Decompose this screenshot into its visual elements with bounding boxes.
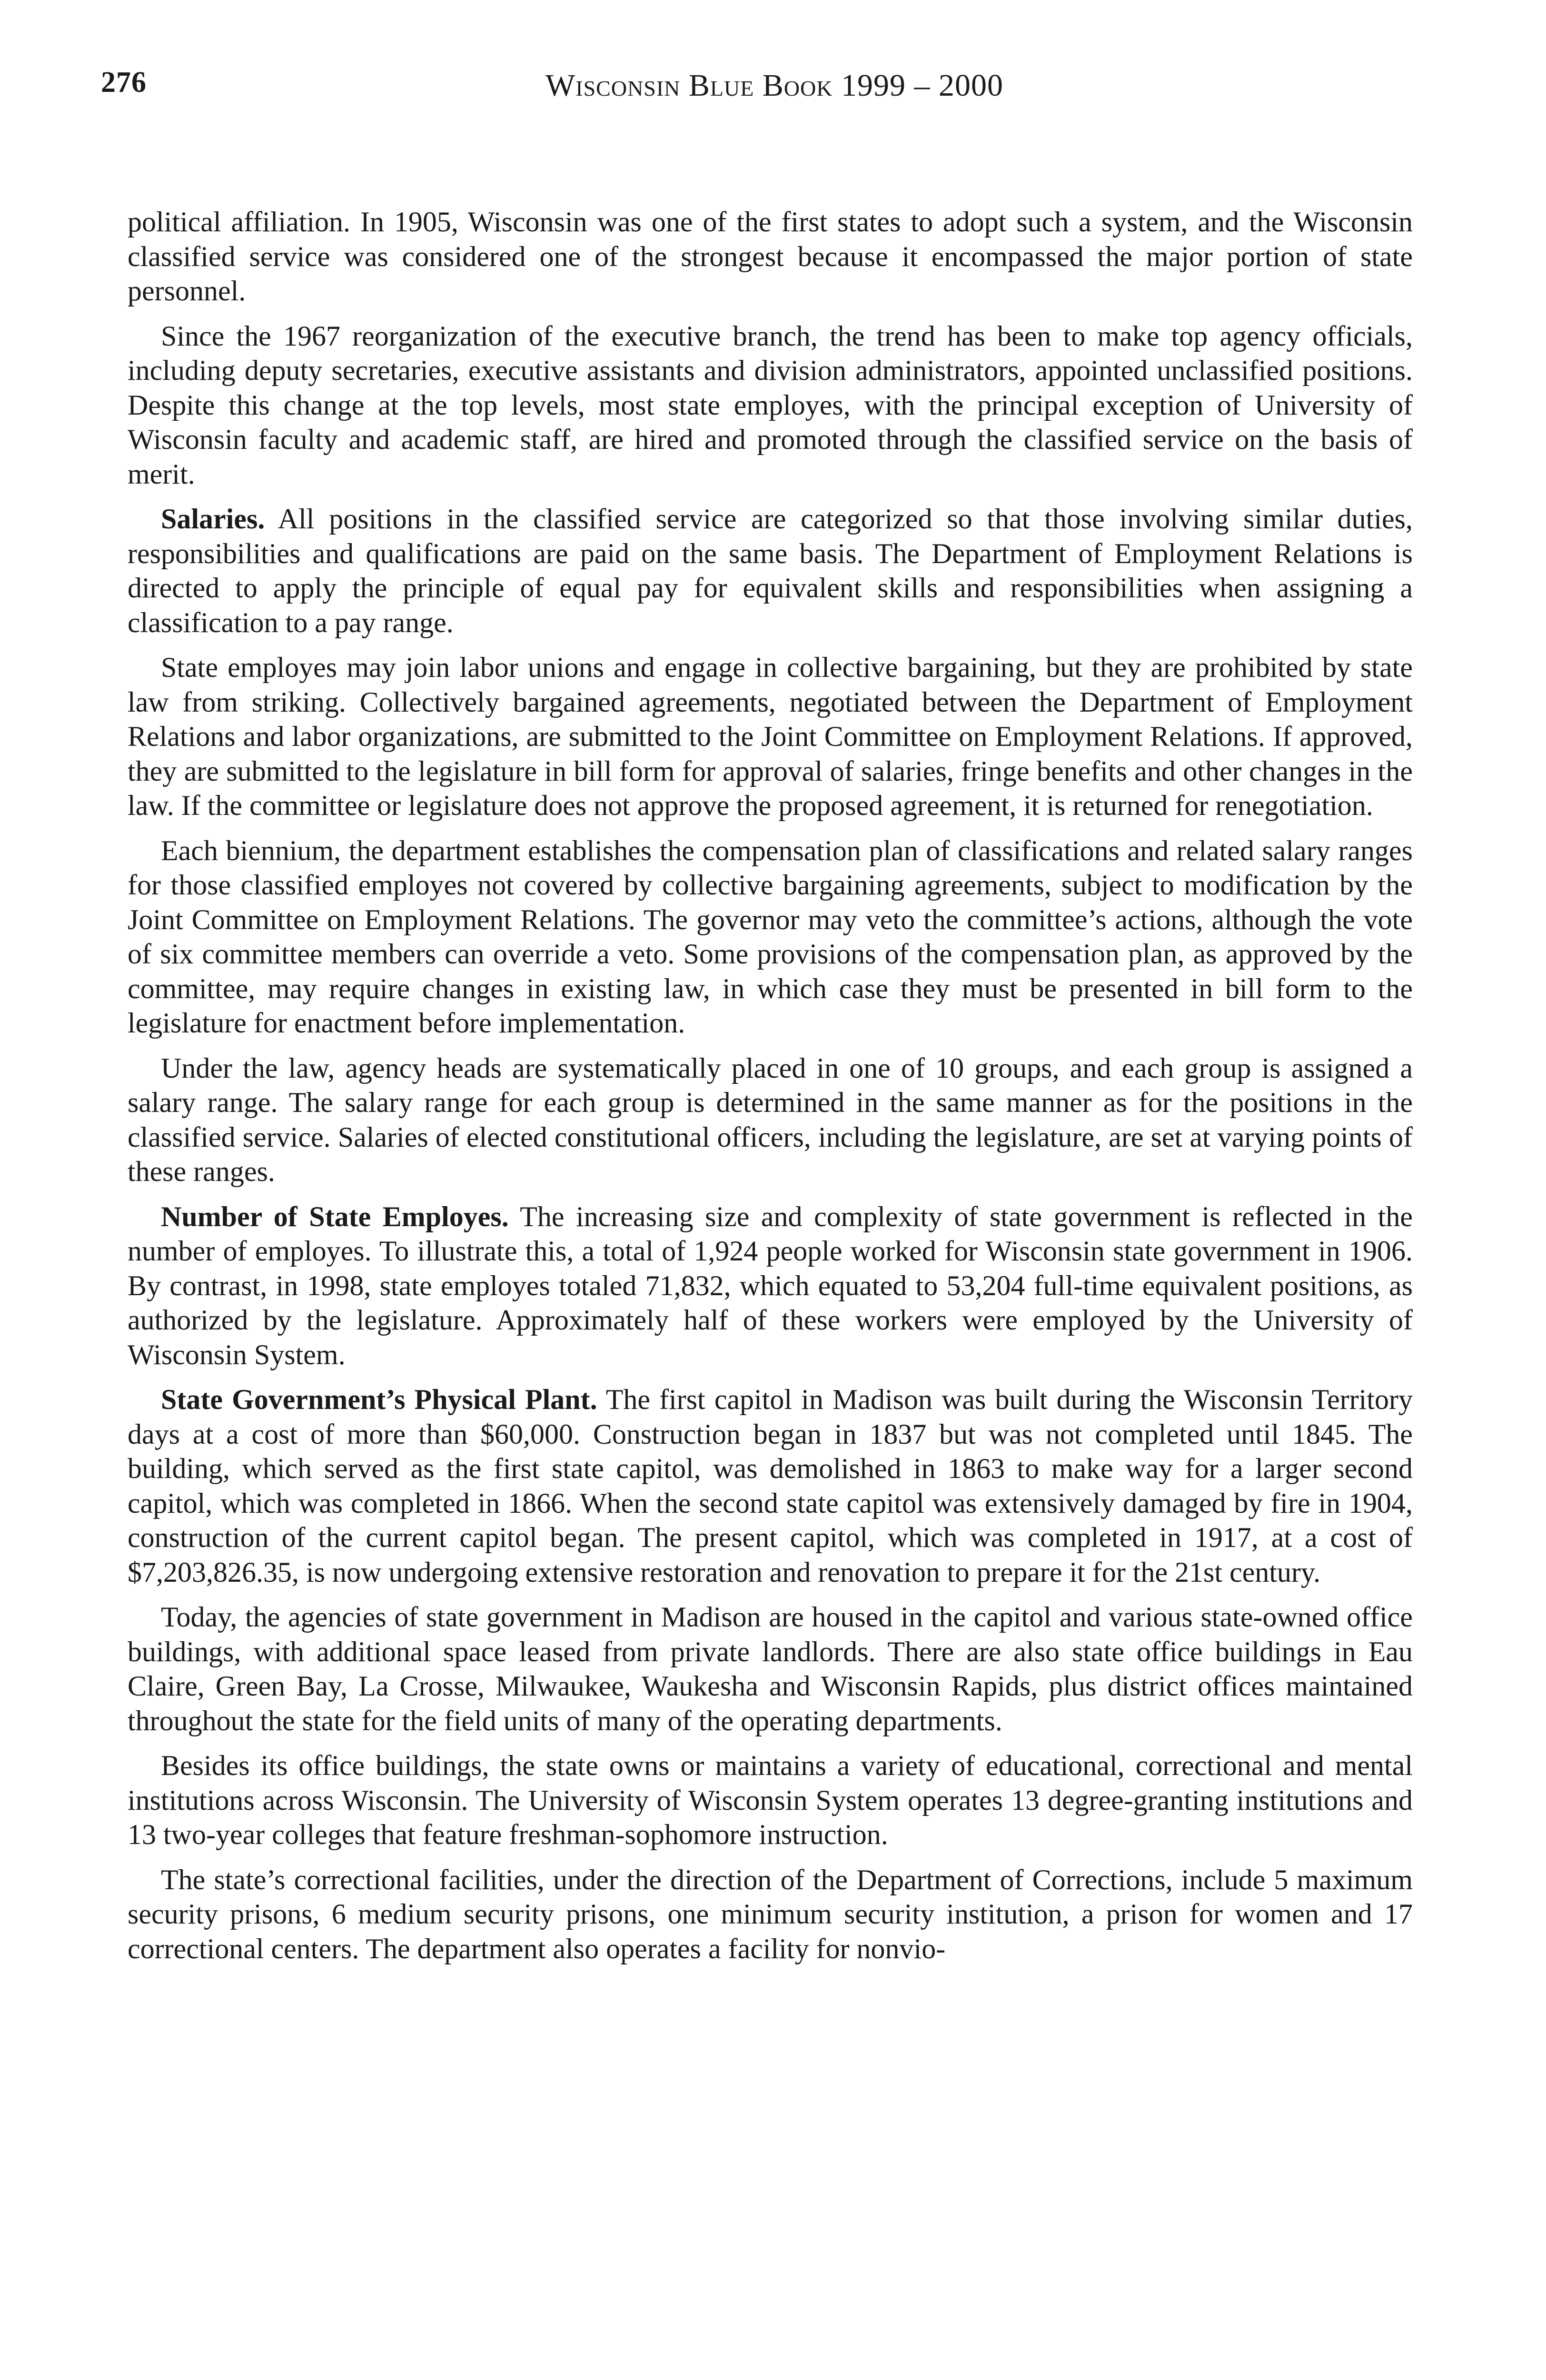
paragraph-text: Under the law, agency heads are systematically placed in one of 10 groups, and each group is assigned a salary range. The salary range for each group is determined in the same manner as for the positions in the classified service. Salaries of elected constitutional officers, including the legislature, are set at varying points of these ranges. [128, 1052, 1413, 1187]
paragraph-text: The first capitol in Madison was built during the Wisconsin Territory days at a cost of more than $60,000. Construction began in 1837 but was not completed until 1845. The building, which served as the first state capitol, was demolished in 1863 to make way for a larger second capitol, which was completed in 1866. When the second state capitol was extensively damaged by fire in 1904, construction of the current capitol began. The present capitol, which was completed in 1917, at a cost of $7,203,826.35, is now undergoing extensive restoration and renovation to prepare it for the 21st century. [128, 1384, 1413, 1588]
running-head: Wisconsin Blue Book 1999 – 2000 [545, 68, 1004, 103]
paragraph-text: Besides its office buildings, the state owns or maintains a variety of educational, correctional and mental institutions across Wisconsin. The University of Wisconsin System operates 13 degree-granting institutions and 13 two-year colleges that feature freshman-sophomore instruction. [128, 1750, 1413, 1850]
paragraph-text: The increasing size and complexity of state government is reflected in the number of employes. To illustrate this, a total of 1,924 people worked for Wisconsin state government in 1906. By contrast, in 1998, state employes totaled 71,832, which equated to 53,204 full-time equivalent positions, as authorized by the legislature. Approximately half of these workers were employed by the University of Wisconsin System. [128, 1200, 1413, 1370]
paragraph-salaries [128, 502, 1413, 640]
paragraph [128, 205, 1413, 308]
paragraph [128, 319, 1413, 492]
paragraph [128, 1863, 1413, 1966]
paragraph-text: State employes may join labor unions and engage in collective bargaining, but they are prohibited by state law from striking. Collectively bargained agreements, negotiated between the Department of Employment Relations and labor organizations, are submitted to the Joint Committee on Employment Relations. If approved, they are submitted to the legislature in bill form for approval of salaries, fringe benefits and other changes in the law. If the committee or legislature does not approve the proposed agreement, it is returned for renegotiation. [128, 652, 1413, 821]
section-heading: Salaries. [161, 503, 265, 535]
paragraph-text: All positions in the classified service are categorized so that those involving similar duties, responsibilities and qualifications are paid on the same basis. The Department of Employment Relations is directed to apply the principle of equal pay for equivalent skills and responsibilities when assigning a classification to a pay range. [128, 503, 1413, 638]
paragraph [128, 1600, 1413, 1738]
page-number: 276 [101, 66, 147, 99]
section-heading: State Government’s Physical Plant. [161, 1384, 597, 1415]
paragraph [128, 1748, 1413, 1852]
paragraph-text: Since the 1967 reorganization of the executive branch, the trend has been to make top agency officials, including deputy secretaries, executive assistants and division administrators, appointed unclassified positions. Despite this change at the top levels, most state employes, with the principal exception of University of Wisconsin faculty and academic staff, are hired and promoted through the classified service on the basis of merit. [128, 320, 1413, 490]
page-header [101, 57, 1448, 114]
body-text [128, 205, 1413, 1976]
paragraph-text: Today, the agencies of state government in Madison are housed in the capitol and various state-owned office buildings, with additional space leased from private landlords. There are also state office buildings in Eau Claire, Green Bay, La Crosse, Milwaukee, Waukesha and Wisconsin Rapids, plus district offices maintained throughout the state for the field units of many of the operating departments. [128, 1601, 1413, 1736]
paragraph-physical-plant [128, 1382, 1413, 1589]
paragraph-text: Each biennium, the department establishes the compensation plan of classifications and related salary ranges for those classified employes not covered by collective bargaining agreements, subject to modification by the Joint Committee on Employment Relations. The governor may veto the committee’s actions, although the vote of six committee members can override a veto. Some provisions of the compensation plan, as approved by the committee, may require changes in existing law, in which case they must be presented in bill form to the legislature for enactment before implementation. [128, 834, 1413, 1039]
paragraph-text: political affiliation. In 1905, Wisconsin was one of the first states to adopt such a system, and the Wisconsin classified service was considered one of the strongest because it encompassed the major portion of state personnel. [128, 206, 1413, 307]
section-heading: Number of State Employes. [161, 1200, 509, 1232]
paragraph [128, 833, 1413, 1041]
paragraph [128, 650, 1413, 823]
paragraph-number-of-employes [128, 1200, 1413, 1372]
paragraph [128, 1051, 1413, 1189]
paragraph-text: The state’s correctional facilities, under the direction of the Department of Corrections, include 5 maximum security prisons, 6 medium security prisons, one minimum security institution, a prison for women and 17 correctional centers. The department also operates a facility for nonvio- [128, 1864, 1413, 1964]
